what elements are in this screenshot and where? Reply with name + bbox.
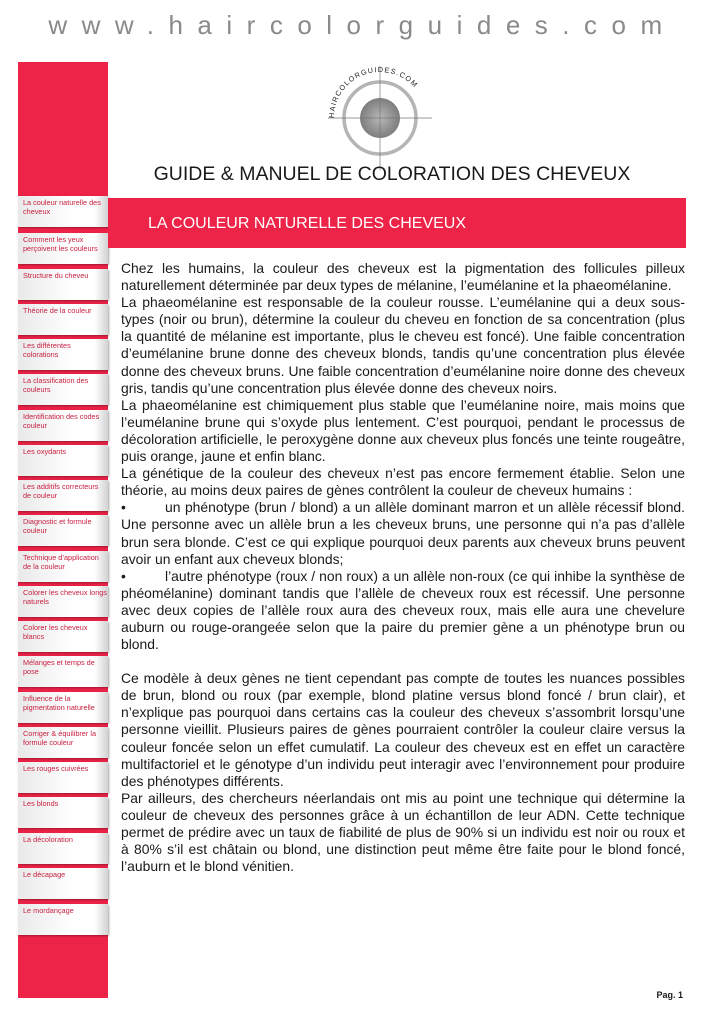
sidebar-item-label: Les blonds xyxy=(23,799,59,808)
bullet-text: un phénotype (brun / blond) a un allèle dominant marron et un allèle récessif blond. Une personne avec un allèle brun a les cheveux bruns, une personne qui n’a pas d’allèle brun sera blonde. C’est ce qui explique pourquoi deux parents aux cheveux bruns peuvent avoir un enfant aux cheveux blonds; xyxy=(121,499,685,567)
logo xyxy=(320,58,440,178)
article-body xyxy=(121,260,685,875)
sidebar-item-label: Structure du cheveu xyxy=(23,271,89,280)
sidebar-item-rouges-cuivrees[interactable] xyxy=(18,762,108,793)
sidebar-item-label: Le décapage xyxy=(23,870,66,879)
page-number: Pag. 1 xyxy=(656,990,683,1000)
paragraph: Chez les humains, la couleur des cheveux est la pigmentation des follicules pilleux naturellement déterminée par deux types de mélanine, l’eumélanine et la phaeomélanine. xyxy=(121,260,685,294)
paragraph: Ce modèle à deux gènes ne tient cependant pas compte de toutes les nuances possibles de brun, blond ou roux (par exemple, blond platine versus blond foncé / brun clair), et n’explique pas pourquoi dans certains cas la couleur des cheveux s’assombrit lorsqu’une personne vieillit. Plusieurs paires de gènes pourraient contrôler la couleur claire versus la couleur foncée selon un effet cumulatif. La couleur des cheveux est en effet un caractère multifactoriel et le génotype d’un individu peut interagir avec l’environnement pour produire des phénotypes différents. xyxy=(121,670,685,789)
sidebar-item-label: Comment les yeux perçoivent les couleurs xyxy=(23,235,98,253)
logo-arc-text: HAIRCOLORGUIDES.COM xyxy=(326,64,421,119)
paragraph: Par ailleurs, des chercheurs néerlandais ont mis au point une technique qui détermine la couleur de cheveux des personnes grâce à un échantillon de leur ADN. Cette technique permet de prédire avec un taux de fiabilité de plus de 90% si un individu est noir ou roux et à 80% s’il est châtain ou blond, une distinction peut même être faite pour le blond foncé, l’auburn et le blond vénitien. xyxy=(121,789,685,875)
paragraph: La génétique de la couleur des cheveux n’est pas encore fermement établie. Selon une théorie, au moins deux paires de gènes contrôlent la couleur de cheveux humains : xyxy=(121,465,685,499)
sidebar-item-yeux-couleurs[interactable] xyxy=(18,233,108,264)
sidebar-item-label: La couleur naturelle des cheveux xyxy=(23,198,101,216)
sidebar-item-theorie-couleur[interactable] xyxy=(18,304,108,335)
sidebar-item-pigmentation-naturelle[interactable] xyxy=(18,692,108,723)
sidebar-item-cheveux-blancs[interactable] xyxy=(18,621,108,652)
section-header xyxy=(108,198,686,248)
sidebar-item-colorations[interactable] xyxy=(18,339,108,370)
bullet-symbol: • xyxy=(121,499,126,516)
sidebar-item-label: Technique d’application de la couleur xyxy=(23,553,99,571)
sidebar-item-label: Influence de la pigmentation naturelle xyxy=(23,694,95,712)
paragraph: La phaeomélanine est chimiquement plus stable que l’eumélanine noire, mais moins que l’eumélanine brune qui s’oxyde plus lentement. C’est pourquoi, pendant le processus de décoloration artificielle, le peroxygène donne aux cheveux plus foncés une teinte rougeâtre, puis orange, jaune et enfin blanc. xyxy=(121,396,685,465)
sidebar-item-label: Les rouges cuivrées xyxy=(23,764,89,773)
sidebar-item-cheveux-longs[interactable] xyxy=(18,586,108,617)
sidebar-item-corriger-formule[interactable] xyxy=(18,727,108,758)
sidebar-item-diagnostic[interactable] xyxy=(18,515,108,546)
section-title: LA COULEUR NATURELLE DES CHEVEUX xyxy=(148,215,467,232)
sidebar-item-oxydants[interactable] xyxy=(18,445,108,476)
bullet-item xyxy=(121,568,685,653)
page-title: GUIDE & MANUEL DE COLORATION DES CHEVEUX xyxy=(153,163,631,185)
sidebar-item-label: Corriger & équilibrer la formule couleur xyxy=(23,729,96,747)
paragraph: La phaeomélanine est responsable de la couleur rousse. L’eumélanine qui a deux sous-types (noir ou brun), détermine la couleur du cheveu en fonction de sa concentration (plus la quantité de mélanine est importante, plus le cheveu est foncé). Une faible concentration d’eumélanine brune donne des cheveux blonds, tandis qu’une concentration plus élevée donne des cheveux bruns. Une faible concentration d’eumélanine noire donne des cheveux gris, tandis qu’une concentration plus élevée donne des cheveux noirs. xyxy=(121,294,685,396)
sidebar-item-identification-codes[interactable] xyxy=(18,410,108,441)
bullet-item xyxy=(121,499,685,567)
sidebar-item-label: Diagnostic et formule couleur xyxy=(23,517,92,535)
sidebar-item-label: La classification des couleurs xyxy=(23,376,89,394)
sidebar-item-couleur-naturelle[interactable] xyxy=(18,196,108,227)
sidebar-item-melanges[interactable] xyxy=(18,656,108,687)
sidebar-item-label: Colorer les cheveux longs naturels xyxy=(23,588,107,606)
sidebar-item-decapage[interactable] xyxy=(18,868,108,899)
bullet-text: l’autre phénotype (roux / non roux) a un allèle non-roux (ce qui inhibe la synthèse de phéomélanine) dominant tandis que l’allèle de cheveux roux est récessif. Une personne avec deux copies de l’allèle roux aura des cheveux roux, mais elle aura une chevelure auburn ou rouge-orangeée selon que la paire du premier gène a un phénotype brun ou blond. xyxy=(121,567,685,653)
sidebar-item-additifs[interactable] xyxy=(18,480,108,511)
sidebar-item-mordancage[interactable] xyxy=(18,904,108,935)
sidebar-item-blonds[interactable] xyxy=(18,797,108,828)
site-url: www.haircolorguides.com xyxy=(48,10,677,40)
sidebar-item-label: Mélanges et temps de pose xyxy=(23,658,95,676)
sidebar-item-label: Les différentes colorations xyxy=(23,341,71,359)
sidebar-item-decoloration[interactable] xyxy=(18,833,108,864)
sidebar-item-label: Théorie de la couleur xyxy=(23,306,92,315)
sidebar-item-classification[interactable] xyxy=(18,374,108,405)
sidebar-item-label: Les additifs correcteurs de couleur xyxy=(23,482,99,500)
sidebar-item-label: La décoloration xyxy=(23,835,73,844)
sidebar-item-label: Le mordançage xyxy=(23,906,74,915)
sidebar-item-label: Colorer les cheveux blancs xyxy=(23,623,88,641)
bullet-symbol: • xyxy=(121,567,126,584)
sidebar-item-label: Identification des codes couleur xyxy=(23,412,100,430)
sidebar-item-technique-application[interactable] xyxy=(18,551,108,582)
sidebar-item-structure-cheveu[interactable] xyxy=(18,269,108,300)
sidebar-item-label: Les oxydants xyxy=(23,447,66,456)
